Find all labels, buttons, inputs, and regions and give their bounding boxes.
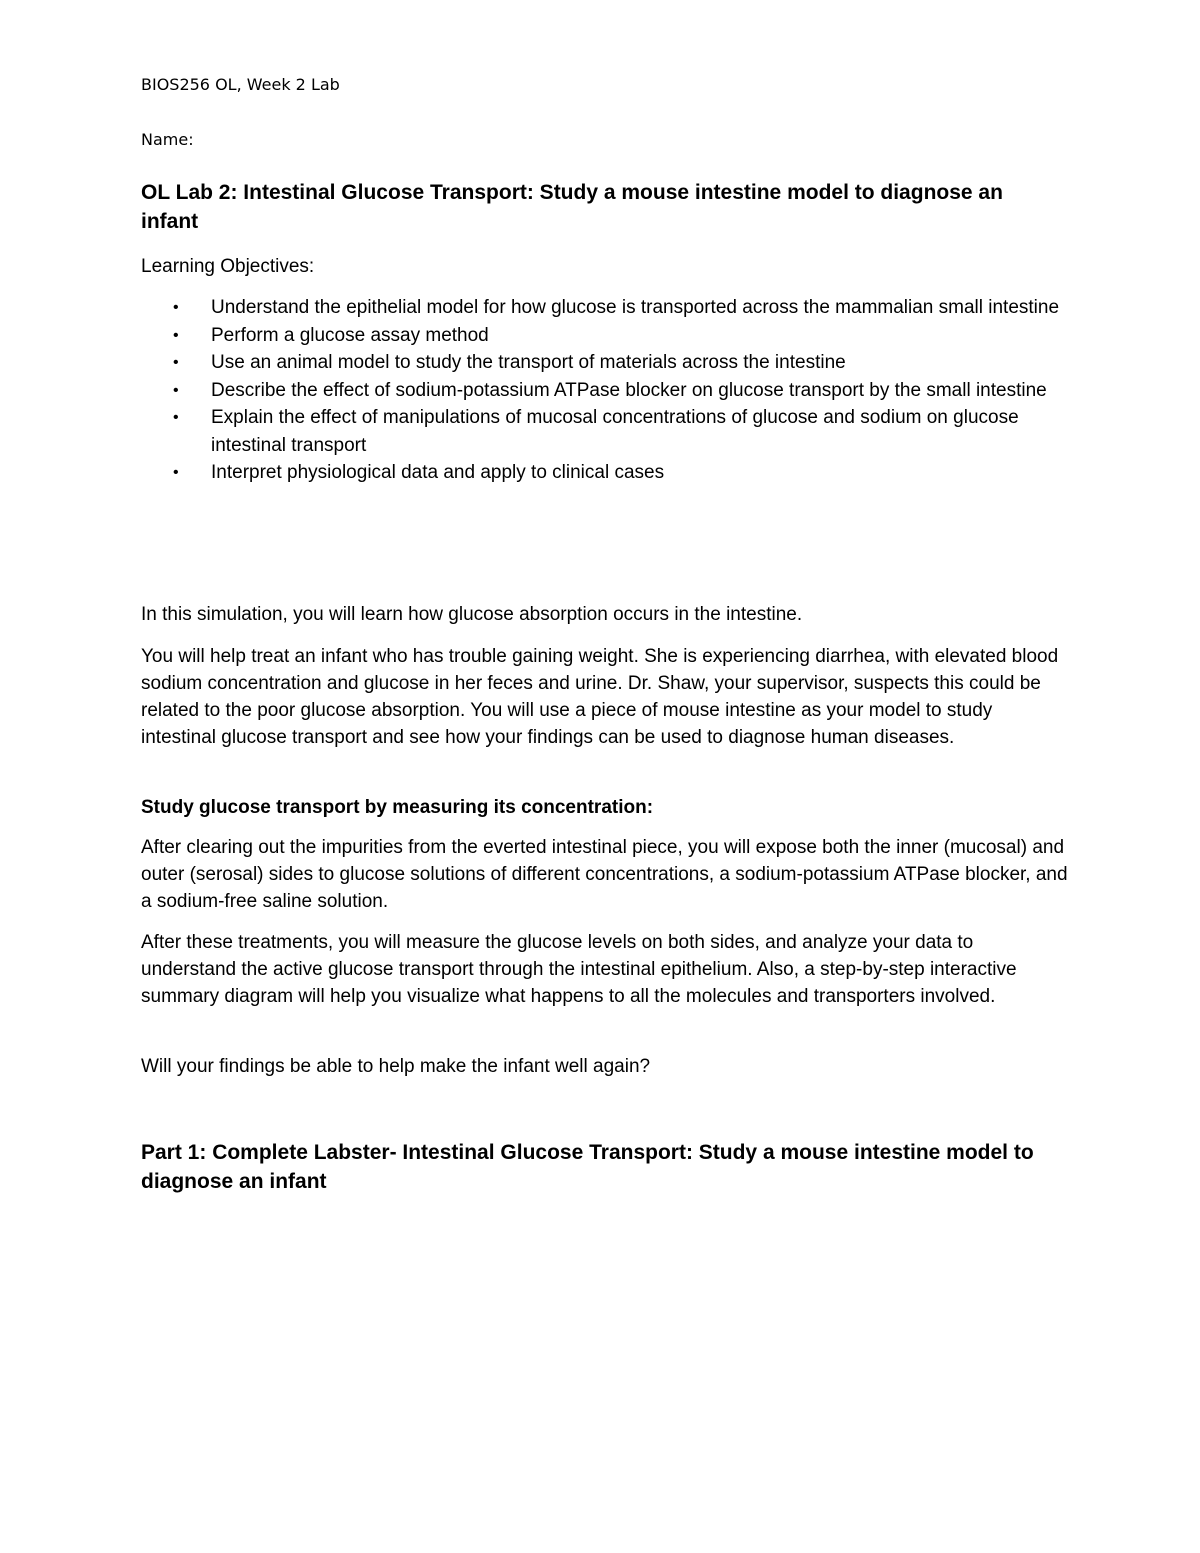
objective-text: Perform a glucose assay method [211, 324, 489, 346]
study-heading: Study glucose transport by measuring its concentration: [141, 797, 654, 818]
list-item [141, 459, 1061, 487]
bullet-icon: • [173, 381, 179, 399]
list-item [141, 377, 1061, 405]
learning-objectives-label: Learning Objectives: [141, 256, 315, 277]
part-1-title: Part 1: Complete Labster- Intestinal Glucose Transport: Study a mouse intestine model to diagnose an infant [141, 1141, 1034, 1193]
list-item [141, 322, 1061, 350]
objective-text: Use an animal model to study the transport of materials across the intestine [211, 352, 846, 373]
study-paragraph-question: Will your findings be able to help make the infant well again? [141, 1056, 651, 1077]
name-label: Name: [141, 130, 194, 149]
objective-text: Interpret physiological data and apply to clinical cases [211, 462, 665, 483]
study-paragraph-treatments: After clearing out the impurities from the everted intestinal piece, you will expose both the inner (mucosal) and outer (serosal) sides to glucose solutions of different concentrations, a sodium-potassium ATPase blocker, and a sodium-free saline solution. [141, 837, 1068, 912]
objective-text: Understand the epithelial model for how glucose is transported across the mammalian small intestine [211, 297, 1060, 318]
list-item [141, 349, 1061, 377]
bullet-icon: • [173, 464, 179, 481]
list-item [141, 294, 1061, 322]
intro-paragraph: In this simulation, you will learn how glucose absorption occurs in the intestine. [141, 604, 803, 625]
course-header: BIOS256 OL, Week 2 Lab [141, 75, 340, 94]
objective-text: Describe the effect of sodium-potassium ATPase blocker on glucose transport by the small intestine [211, 379, 1047, 401]
bullet-icon: • [173, 326, 179, 344]
learning-objectives-list [141, 294, 1061, 487]
study-paragraph-measurement: After these treatments, you will measure the glucose levels on both sides, and analyze your data to understand the active glucose transport through the intestinal epithelium. Also, a step-by-step interactive summary diagram will help you visualize what happens to all the molecules and transporters involved. [141, 932, 1017, 1007]
bullet-icon: • [173, 299, 179, 316]
objective-text: Explain the effect of manipulations of mucosal concentrations of glucose and sodium on glucose intestinal transport [211, 407, 1019, 456]
bullet-icon: • [173, 409, 179, 426]
list-item [141, 404, 1061, 459]
bullet-icon: • [173, 354, 179, 371]
case-paragraph: You will help treat an infant who has trouble gaining weight. She is experiencing diarrhea, with elevated blood sodium concentration and glucose in her feces and urine. Dr. Shaw, your supervisor, suspects this could be related to the poor glucose absorption. You will use a piece of mouse intestine as your model to study intestinal glucose transport and see how your findings can be used to diagnose human diseases. [141, 646, 1059, 748]
document-title: OL Lab 2: Intestinal Glucose Transport: Study a mouse intestine model to diagnose an infant [141, 181, 1003, 233]
